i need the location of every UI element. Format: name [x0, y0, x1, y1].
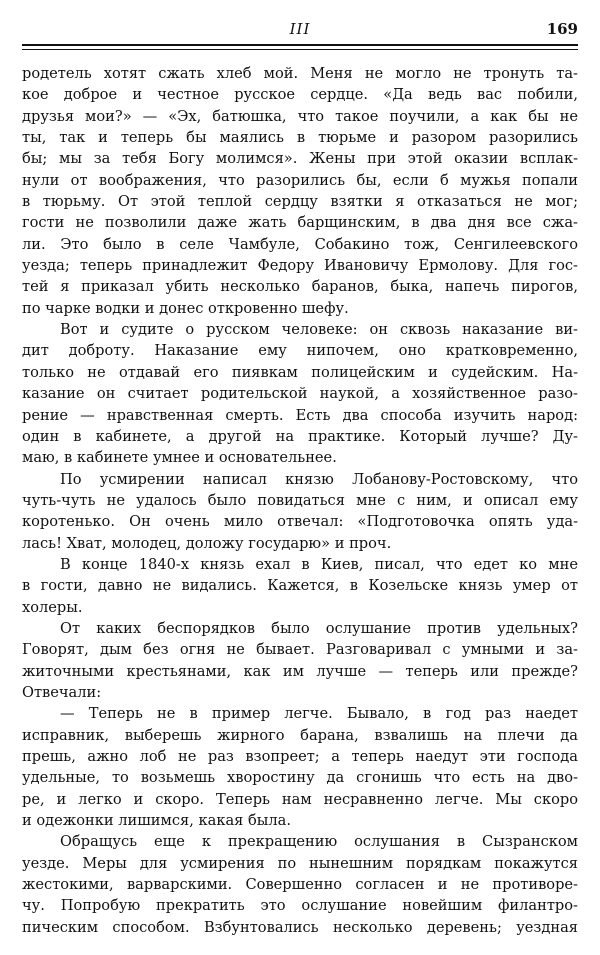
text-line: друзья мои?» — «Эх, батюшка, что такое поучили, а как бы не: [22, 107, 578, 125]
text-line: нули от воображения, что разорились бы, если б мужья попали: [22, 171, 578, 189]
text-line: маю, в кабинете умнее и основательнее.: [22, 449, 337, 467]
text-line: бы; мы за тебя Богу молимся». Жены при этой оказии всплак-: [22, 150, 578, 168]
text-line: Вот и судите о русском человеке: он сквозь наказание ви-: [60, 321, 578, 339]
text-line: чуть-чуть не удалось было повидаться мне с ним, и описал ему: [22, 491, 578, 509]
text-line: только не отдавай его пиявкам полицейским и судейским. На-: [22, 363, 578, 381]
text-line: чу. Попробую прекратить это ослушание новейшим филантро-: [22, 897, 578, 915]
text-line: ре, и легко и скоро. Теперь нам несравненно легче. Мы скоро: [22, 790, 578, 808]
text-line: кое доброе и честное русское сердце. «Да ведь вас побили,: [22, 86, 578, 104]
text-line: один в кабинете, а другой на практике. Который лучше? Ду-: [22, 427, 578, 445]
text-line: пическим способом. Взбунтовались несколько деревень; уездная: [22, 918, 578, 936]
text-line: — Теперь не в пример легче. Бывало, в год раз наедет: [60, 705, 578, 723]
text-line: житочными крестьянами, как им лучше — теперь или прежде?: [22, 662, 578, 680]
body-text: [22, 63, 578, 938]
text-line: По усмирении написал князю Лобанову-Ростовскому, что: [60, 470, 578, 488]
text-line: В конце 1840-х князь ехал в Киев, писал, что едет ко мне: [60, 555, 578, 573]
text-line: Обращусь еще к прекращению ослушания в Сызранском: [60, 833, 578, 851]
text-line: родетель хотят сжать хлеб мой. Меня не могло не тронуть та-: [22, 65, 578, 82]
text-line: холеры.: [22, 598, 83, 616]
page-number: 169: [546, 20, 578, 38]
chapter-number: III: [289, 20, 311, 38]
text-line: коротенько. Он очень мило отвечал: «Подготовочка опять уда-: [22, 513, 578, 531]
text-line: уезде. Меры для усмирения по нынешним порядкам покажутся: [22, 854, 578, 872]
text-line: прешь, ажно лоб не раз взопреет; а теперь наедут эти господа: [22, 748, 578, 765]
text-line: рение — нравственная смерть. Есть два способа изучить народ:: [22, 406, 578, 424]
text-line: ты, так и теперь бы маялись в тюрьме и разором разорились: [22, 129, 578, 147]
running-header: [22, 10, 578, 40]
text-line: в гости, давно не видались. Кажется, в Козельске князь умер от: [22, 577, 578, 595]
text-line: жестокими, варварскими. Совершенно согласен и не противоре-: [22, 876, 578, 894]
text-line: в тюрьму. От этой теплой сердцу взятки я отказаться не мог;: [22, 193, 578, 211]
text-line: казание он считает родительской наукой, а хозяйственное разо-: [22, 385, 578, 403]
text-line: исправник, выберешь жирного барана, взвалишь на плечи да: [22, 726, 578, 744]
text-line: Говорят, дым без огня не бывает. Разговаривал с умными и за-: [22, 641, 578, 659]
text-line: уезда; теперь принадлежит Федору Ивановичу Ермолову. Для гос-: [22, 257, 578, 275]
header-rule-thick: [22, 44, 578, 46]
header-rule-thin: [22, 49, 578, 50]
text-line: Отвечали:: [22, 683, 102, 701]
text-line: лась! Хват, молодец, доложу государю» и проч.: [22, 534, 392, 552]
text-line: ли. Это было в селе Чамбуле, Собакино тож, Сенгилеевского: [22, 235, 578, 253]
text-line: тей я приказал убить несколько баранов, быка, напечь пирогов,: [22, 278, 578, 296]
text-line: удельные, то возьмешь хворостину да сгонишь что есть на дво-: [22, 769, 578, 787]
text-line: и одежонки лишимся, какая была.: [22, 812, 292, 830]
text-line: дит доброту. Наказание ему нипочем, оно кратковременно,: [22, 342, 578, 360]
text-line: по чарке водки и донес откровенно шефу.: [22, 299, 349, 317]
text-line: От каких беспорядков было ослушание против удельных?: [60, 619, 578, 637]
text-line: гости не позволили даже жать барщинским, в два дня все сжа-: [22, 214, 578, 232]
